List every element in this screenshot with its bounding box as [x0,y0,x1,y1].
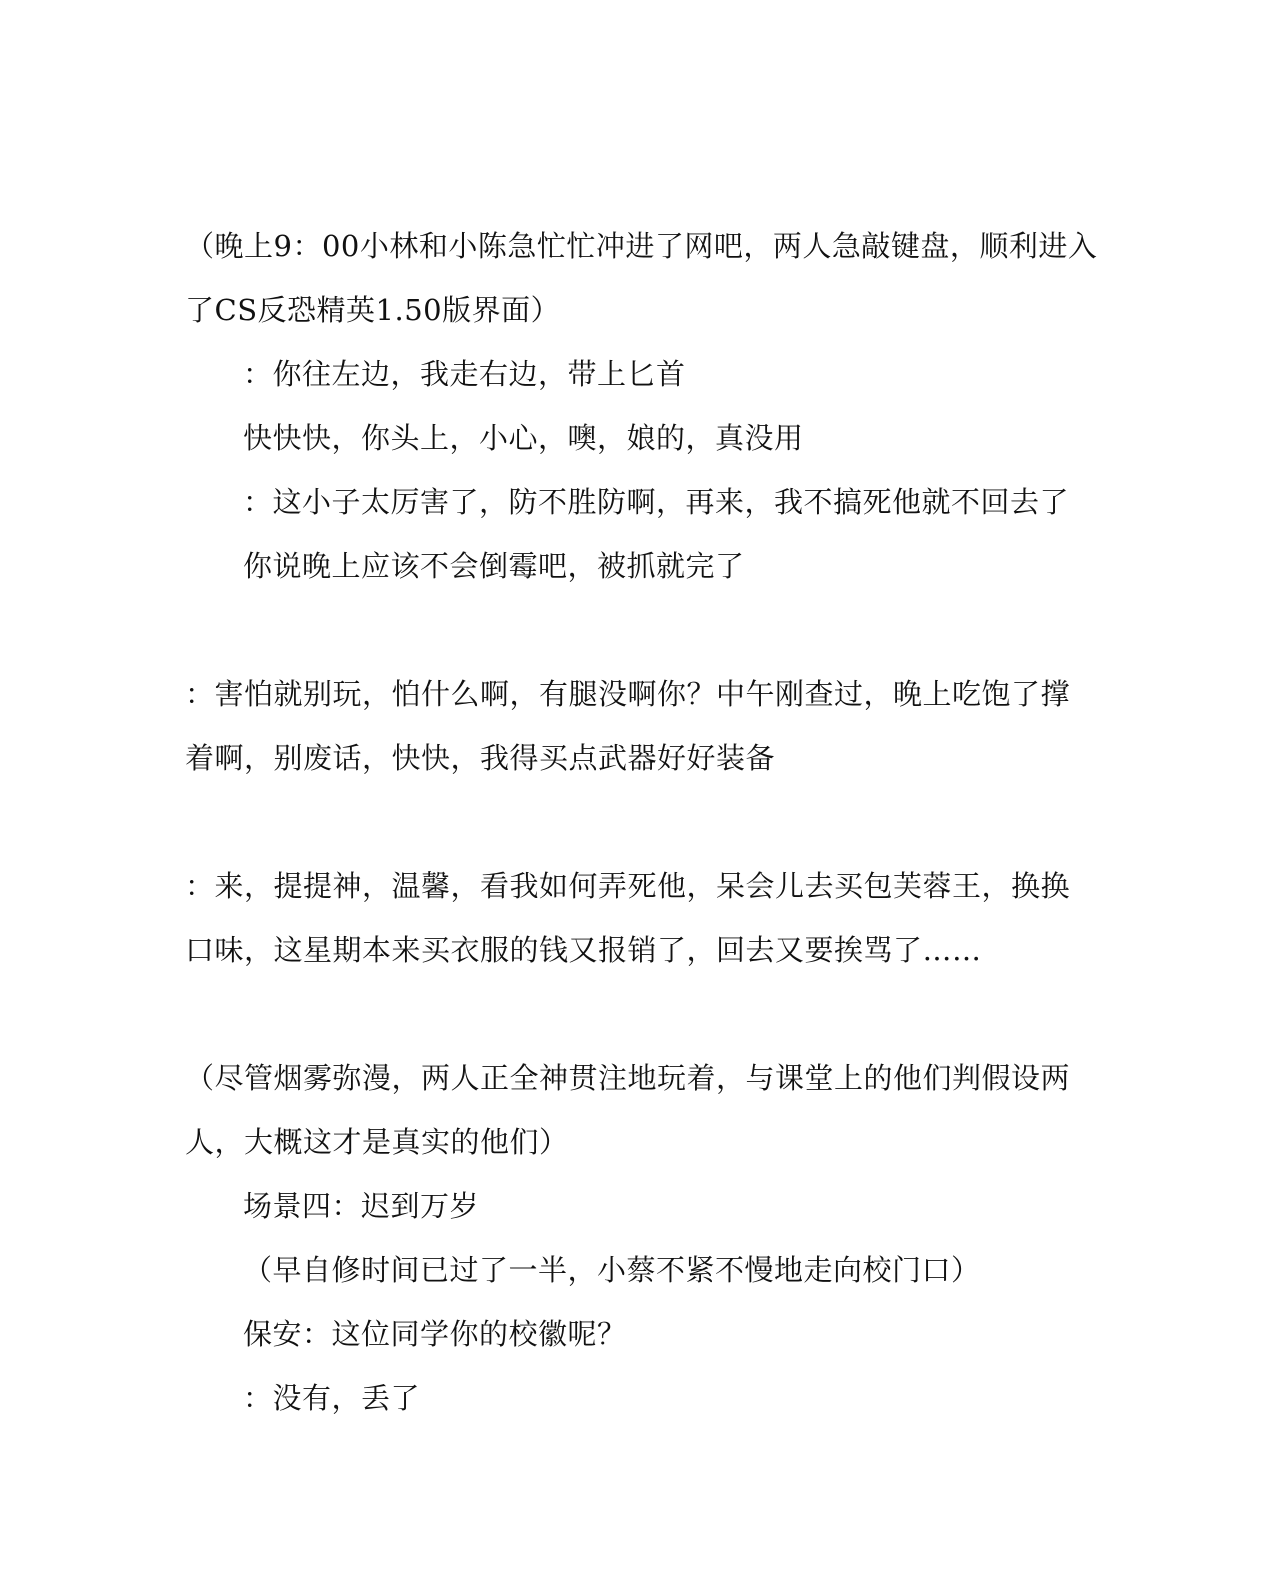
paragraph-line: ：没有，丢了 [243,1381,421,1415]
paragraph-line: ：这小子太厉害了，防不胜防啊，再来，我不搞死他就不回去了 [243,485,1070,519]
paragraph-line: 着啊，别废话，快快，我得买点武器好好装备 [185,741,776,775]
paragraph-line: 你说晚上应该不会倒霉吧，被抓就完了 [243,549,745,583]
scene-heading: 场景四：迟到万岁 [243,1189,480,1223]
paragraph-line: 快快快，你头上，小心，噢，娘的，真没用 [243,421,804,455]
paragraph-line: （尽管烟雾弥漫，两人正全神贯注地玩着，与课堂上的他们判假设两 [185,1061,1071,1095]
paragraph-line: 人，大概这才是真实的他们） [185,1125,569,1159]
paragraph-line: 了CS反恐精英1.50版界面） [185,293,561,327]
paragraph-line: 口味，这星期本来买衣服的钱又报销了，回去又要挨骂了…… [185,933,982,967]
paragraph-line: ：害怕就别玩，怕什么啊，有腿没啊你？中午刚查过，晚上吃饱了撑 [185,677,1071,711]
paragraph-line: ：来，提提神，温馨，看我如何弄死他，呆会儿去买包芙蓉王，换换 [185,869,1071,903]
paragraph-line: ：你往左边，我走右边，带上匕首 [243,357,686,391]
paragraph-line: 保安：这位同学你的校徽呢？ [243,1317,627,1351]
paragraph-line: （早自修时间已过了一半，小蔡不紧不慢地走向校门口） [243,1253,981,1287]
paragraph-line: （晚上9：00小林和小陈急忙忙冲进了网吧，两人急敲键盘，顺利进入 [185,229,1098,263]
